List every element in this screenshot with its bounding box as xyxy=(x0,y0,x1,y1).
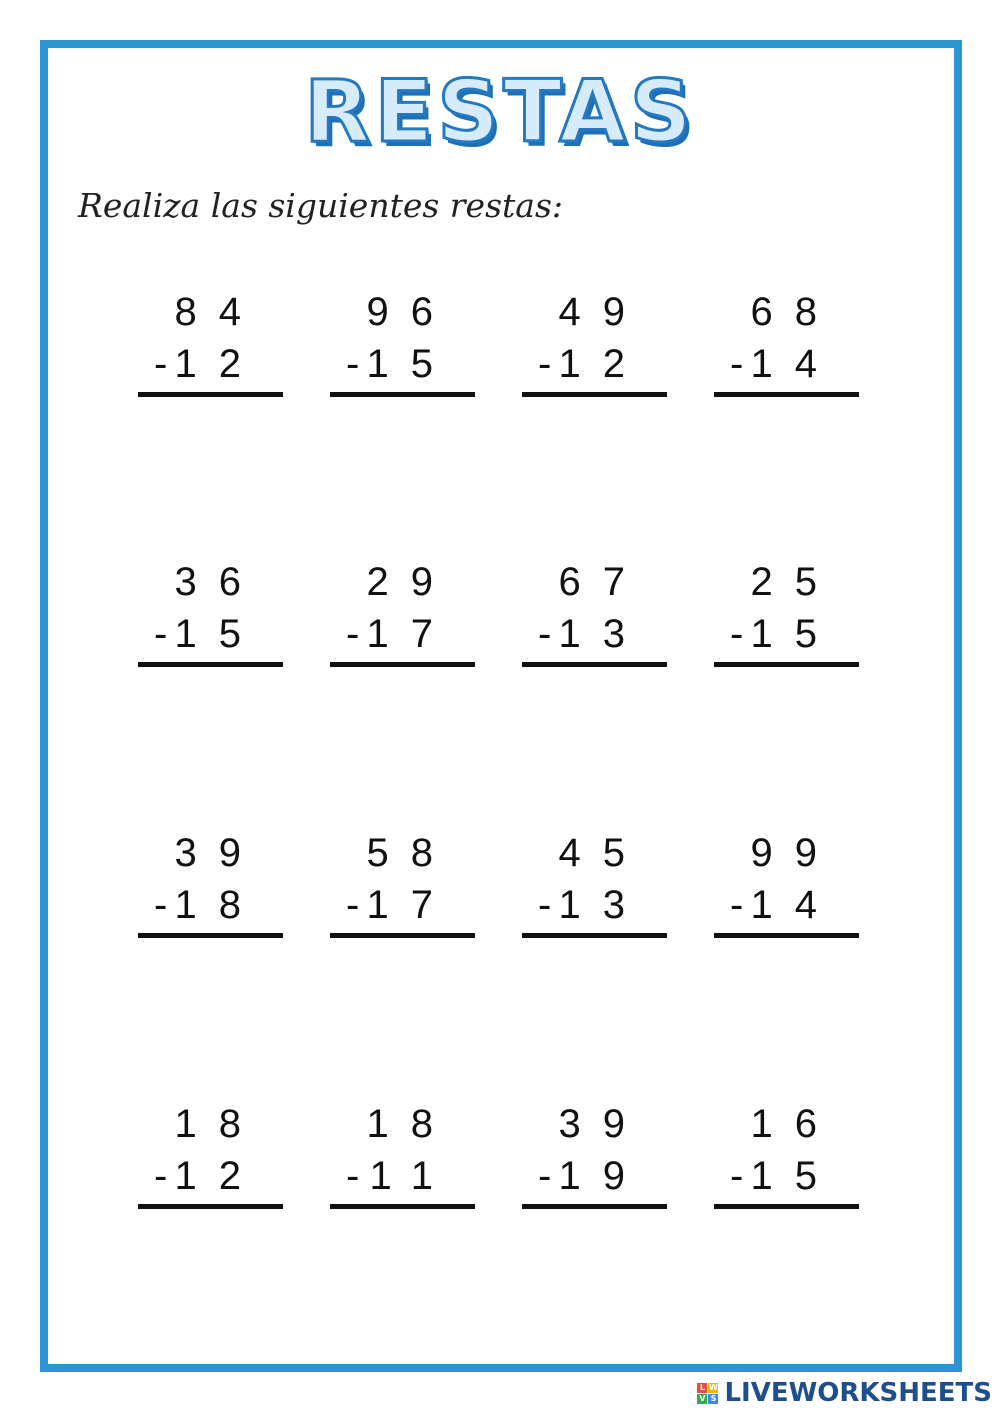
subtrahend: 12 xyxy=(558,342,647,386)
instruction-text: Realiza las siguientes restas: xyxy=(78,186,564,225)
minuend: 25 xyxy=(750,560,839,604)
answer-line[interactable] xyxy=(714,662,859,667)
minuend: 16 xyxy=(750,1102,839,1146)
subtraction-problem xyxy=(714,560,859,670)
brand-name: LIVEWORKSHEETS xyxy=(724,1378,992,1408)
minuend: 68 xyxy=(750,290,839,334)
minus-sign: - xyxy=(538,1154,552,1198)
minus-sign: - xyxy=(730,612,744,656)
minuend: 18 xyxy=(366,1102,455,1146)
answer-line[interactable] xyxy=(330,392,475,397)
answer-line[interactable] xyxy=(138,933,283,938)
subtraction-problem xyxy=(138,1102,283,1212)
minus-sign: - xyxy=(154,883,168,927)
logo-letter: S xyxy=(708,1394,718,1404)
subtrahend: 13 xyxy=(558,612,647,656)
subtrahend: 13 xyxy=(558,883,647,927)
minuend: 84 xyxy=(174,290,263,334)
subtraction-problem xyxy=(330,290,475,400)
minuend: 67 xyxy=(558,560,647,604)
minuend: 96 xyxy=(366,290,455,334)
answer-line[interactable] xyxy=(714,933,859,938)
subtraction-problem xyxy=(330,831,475,941)
minuend: 39 xyxy=(558,1102,647,1146)
subtrahend: 14 xyxy=(750,342,839,386)
minus-sign: - xyxy=(154,1154,168,1198)
answer-line[interactable] xyxy=(138,662,283,667)
minus-sign: - xyxy=(154,612,168,656)
liveworksheets-logo-icon xyxy=(697,1383,718,1404)
subtraction-problem xyxy=(138,831,283,941)
subtrahend: 17 xyxy=(366,883,455,927)
subtraction-problem xyxy=(522,290,667,400)
subtrahend: 15 xyxy=(366,342,455,386)
minus-sign: - xyxy=(730,342,744,386)
minus-sign: - xyxy=(538,342,552,386)
subtraction-problem xyxy=(330,560,475,670)
answer-line[interactable] xyxy=(522,933,667,938)
subtraction-problem xyxy=(330,1102,475,1212)
subtrahend: 15 xyxy=(750,612,839,656)
minuend: 49 xyxy=(558,290,647,334)
answer-line[interactable] xyxy=(138,1204,283,1209)
answer-line[interactable] xyxy=(330,933,475,938)
answer-line[interactable] xyxy=(138,392,283,397)
minuend: 29 xyxy=(366,560,455,604)
subtraction-problem xyxy=(138,560,283,670)
subtraction-problem xyxy=(522,560,667,670)
logo-letter: W xyxy=(709,1382,718,1392)
answer-line[interactable] xyxy=(714,392,859,397)
subtraction-problem xyxy=(714,831,859,941)
logo-letter: V xyxy=(699,1393,706,1403)
subtraction-problem xyxy=(714,1102,859,1212)
subtrahend: 19 xyxy=(558,1154,647,1198)
page-title: RESTAS xyxy=(304,62,696,162)
subtrahend: 12 xyxy=(174,342,263,386)
minuend: 39 xyxy=(174,831,263,875)
minuend: 99 xyxy=(750,831,839,875)
answer-line[interactable] xyxy=(714,1204,859,1209)
subtraction-problem xyxy=(522,831,667,941)
subtrahend: 11 xyxy=(369,1154,455,1198)
minus-sign: - xyxy=(154,342,168,386)
subtrahend: 12 xyxy=(174,1154,263,1198)
minuend: 36 xyxy=(174,560,263,604)
minus-sign: - xyxy=(346,1154,360,1198)
minus-sign: - xyxy=(730,1154,744,1198)
minuend: 18 xyxy=(174,1102,263,1146)
answer-line[interactable] xyxy=(522,662,667,667)
minus-sign: - xyxy=(538,883,552,927)
subtrahend: 14 xyxy=(750,883,839,927)
answer-line[interactable] xyxy=(522,1204,667,1209)
minus-sign: - xyxy=(346,612,360,656)
answer-line[interactable] xyxy=(522,392,667,397)
subtraction-problem xyxy=(138,290,283,400)
minus-sign: - xyxy=(538,612,552,656)
answer-line[interactable] xyxy=(330,662,475,667)
subtrahend: 15 xyxy=(750,1154,839,1198)
minuend: 58 xyxy=(366,831,455,875)
footer-brand xyxy=(697,1380,992,1406)
answer-line[interactable] xyxy=(330,1204,475,1209)
subtrahend: 15 xyxy=(174,612,263,656)
minus-sign: - xyxy=(346,883,360,927)
logo-letter: L xyxy=(697,1383,707,1393)
minuend: 45 xyxy=(558,831,647,875)
minus-sign: - xyxy=(730,883,744,927)
subtraction-problem xyxy=(522,1102,667,1212)
subtrahend: 17 xyxy=(366,612,455,656)
subtraction-problem xyxy=(714,290,859,400)
subtrahend: 18 xyxy=(174,883,263,927)
minus-sign: - xyxy=(346,342,360,386)
